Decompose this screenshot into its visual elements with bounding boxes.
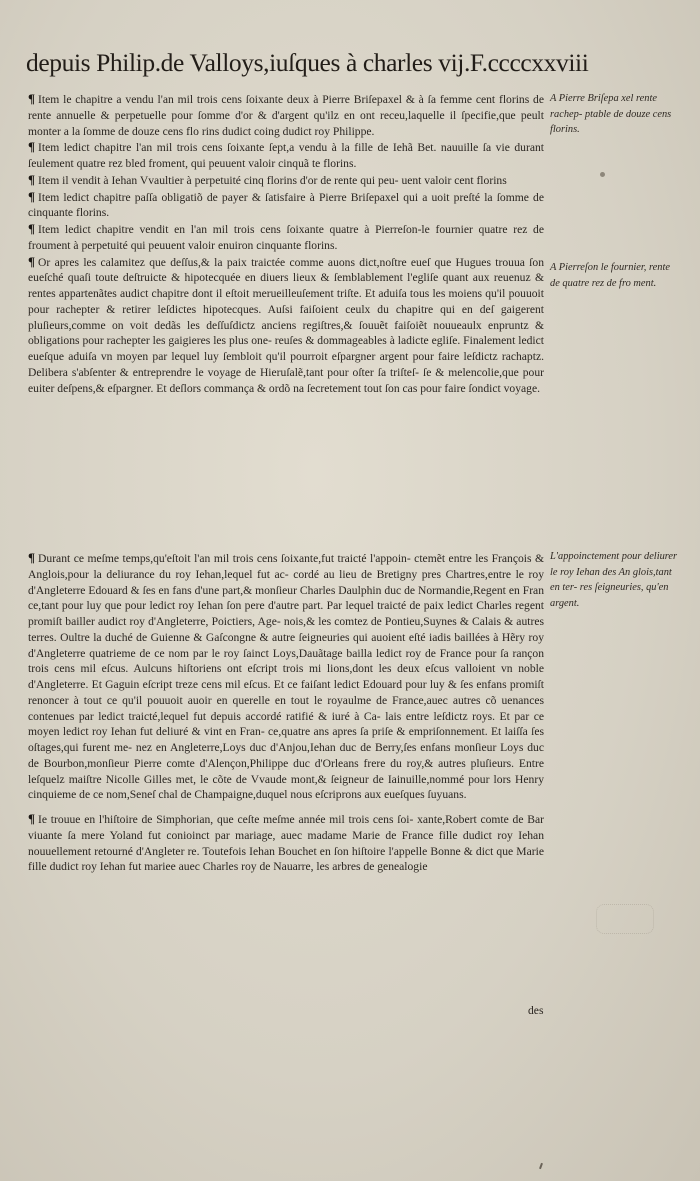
- margin-note-text: A Pierreſon le fournier, rente de quatre rez de fro ment.: [550, 262, 670, 289]
- paragraph-text: Item ledict chapitre l'an mil trois cens ſoixante ſept,a vendu à la fille de Iehã Bet. nauuille ſa vie durant ſeulement quatre rez bled froment, qui peuuent valoir cinquã te florins.: [28, 141, 544, 170]
- pilcrow-icon: ¶: [28, 188, 36, 204]
- paragraph-text: Durant ce meſme temps,qu'eſtoit l'an mil trois cens ſoixante,fut traicté l'appoin- ctemẽt entre les François & Anglois,pour la deliurance du roy Iehan,lequel fut ac- cordé au lieu de Bretigny pres Chartres,entre le roy d'Angleterre Edouard & ſes en fans d'une part,& monſieur Charles Daulphin duc de Normandie,Regent en Fran ce,tant pour luy que pour ledict roy Iehan ſon pere d'autre part. Par lequel traicté de paix ledict Charles regent promiſt bailler audict roy d'Angleterre, Poictiers, Age- nois,& les comtez de Pontieu,Suynes & Calais & autres terres. Oultre la duché de Guienne & Gaſcongne & autre ſeigneuries qui auoient eſté iadis baillées à Hẽry roy d'Angleterre quatrieme de ce nom par le roy ſainct Loys,Dauãtage bailla ledict roy de France pour ſa rançon trois cens mil eſcus. Aulcuns hiſtoriens ont eſcript trois mi lions,dont les deux eſcus valloient vn noble d'Angleterre. Et Gaguin eſcript treze cens mil eſcus. Et ce faiſant ledict Edouard pour luy & ſes enfans promiſt renoncer à tout ce qu'il pouuoit auoir en querelle en tout le royaulme de France,auec autres cõ uenances contenues par ledict traicté,lequel fut depuis accordé ratifié & iuré à Ca- lais entre leſdictz roys. Et par ce moyen ledict roy Iehan fut deliuré & vint en Fran- ce,quatre ans apres ſa priſe & empriſonnement. Et laiſſa ſes oſtages,qui furent me- nez en Angleterre,Loys duc d'Anjou,Iehan duc de Berry,ſes enfans monſieur Loys duc de Bourbon,monſieur Pierre comte d'Alençon,Philippe duc d'Orleans frere du roy,& autres pluſieurs. Entre leſquelz maiſtre Nicolle Gilles met, le cõte de Vvaude mont,& ſeigneur de Iainuille,nommé pour lors Henry cinquieme de ce nom,Seneſ chal de Champaigne,duquel nous eſcriprons aux eueſques ſuyuans.: [28, 552, 544, 802]
- paragraph: [28, 189, 544, 222]
- pilcrow-icon: ¶: [28, 171, 36, 187]
- pilcrow-icon: ¶: [28, 550, 36, 565]
- paragraph: [28, 221, 544, 254]
- faint-stamp-mark: [596, 904, 654, 934]
- paragraph: [28, 550, 544, 803]
- paragraph-text: Item le chapitre a vendu l'an mil trois cens ſoixante deux à Pierre Briſepaxel & à ſa femme cent florins de rente annuelle & perpetuelle pour ſomme d'or & d'argent qu'ilz en ont receu,laquelle il ſpecifie,que peult monter a la ſomme de douze cens flo rins dudict coing dudict roy Philippe.: [28, 93, 544, 138]
- margin-note: [550, 260, 678, 291]
- text-block-bottom: [28, 550, 544, 875]
- paragraph-text: Or apres les calamitez que deſſus,& la paix traictée comme auons dict,noſtre eueſ que Hugues trouua ſon eueſché quaſi toute deſtruicte & hipotecquée en diuers lieux & ſemblablement l'egliſe quant aux reuenuz & rentes appartenãtes audict chapitre dont il eſtoit merueilleuſement triſte. Et aduiſa tous les moiens qu'il pouuoit pour rachepter & retirer leſdictes hipotecques. Auſsi faiſoient ceulx du chapitre qui en deſ gaigerent pluſieurs,comme on voit dedãs les deſſuſdictz anciens regiſtres,& ſouuẽt faiſoiẽt nouueaulx enpruntz & obligations pour rachepter les gaigieres les plus one- reuſes & dommageables à ladicte egliſe. Finalement ledict eueſque aduiſa vn moyen par lequel luy ſembloit qu'il pourroit eſpargner argent pour faire leſdictz rachaptz. Delibera s'abſenter & entreprendre le voyage de Hieruſalẽ,tant pour oſter ſa triſteſ- ſe & melencolie,que pour euiter deſpens,& eſpargner. Et deſlors commança & ordõ na ſecretement tout ſon cas pour faire ſondict voyage.: [28, 255, 544, 395]
- margin-note: [550, 91, 678, 138]
- text-block-top: [28, 91, 544, 396]
- margin-note-text: A Pierre Briſepa xel rente rachep- ptable de douze cens florins.: [550, 93, 672, 136]
- paragraph: [28, 139, 544, 172]
- pilcrow-icon: ¶: [28, 253, 36, 269]
- paragraph: [28, 172, 544, 189]
- paragraph: [28, 254, 544, 397]
- running-header: depuis Philip.de Valloys,iuſques à charles vij.F.ccccxxviii: [26, 48, 589, 77]
- paragraph-text: Item ledict chapitre paſſa obligatiõ de payer & ſatisfaire à Pierre Briſepaxel qui a uoit preſté la ſomme de cinquante florins.: [28, 190, 544, 220]
- catchword: des: [528, 1004, 544, 1017]
- pilcrow-icon: ¶: [28, 811, 36, 826]
- paragraph-text: Ie trouue en l'hiſtoire de Simphorian, que ceſte meſme année mil trois cens ſoi- xante,Robert comte de Bar viuante ſa mere Yoland fut conioinct par mariage, auec madame Marie de France fille dudict roy Iehan nouuellement retourné d'Angleter re. Toutefois Iehan Bouchet en ſon hiſtoire l'appelle Bonne & dict que Marie fille dudict roy Iehan fut mariee auec Charles roy de Nauarre, les arbres de genealogie: [28, 813, 544, 874]
- paragraph-text: Item ledict chapitre vendit en l'an mil trois cens ſoixante quatre à Pierreſon-le fournier quatre rez de froument à perpetuité qui peuuent valoir enuiron cinquante florins.: [28, 223, 544, 252]
- paragraph: [28, 91, 544, 139]
- paragraph: [28, 811, 544, 875]
- margin-note: [550, 549, 678, 611]
- margin-note-text: L'appoinctement pour deliurer le roy Iehan des An glois,tant en ter- res ſeigneuries, qu'en argent.: [550, 551, 678, 609]
- pilcrow-icon: ¶: [28, 221, 36, 236]
- ink-mark: [539, 1163, 543, 1169]
- pilcrow-icon: ¶: [28, 91, 36, 106]
- paragraph-text: Item il vendit à Iehan Vvaultier à perpetuité cinq florins d'or de rente qui peu- uent valoir cent florins: [38, 173, 507, 187]
- ink-spot: [600, 172, 605, 177]
- pilcrow-icon: ¶: [28, 139, 36, 155]
